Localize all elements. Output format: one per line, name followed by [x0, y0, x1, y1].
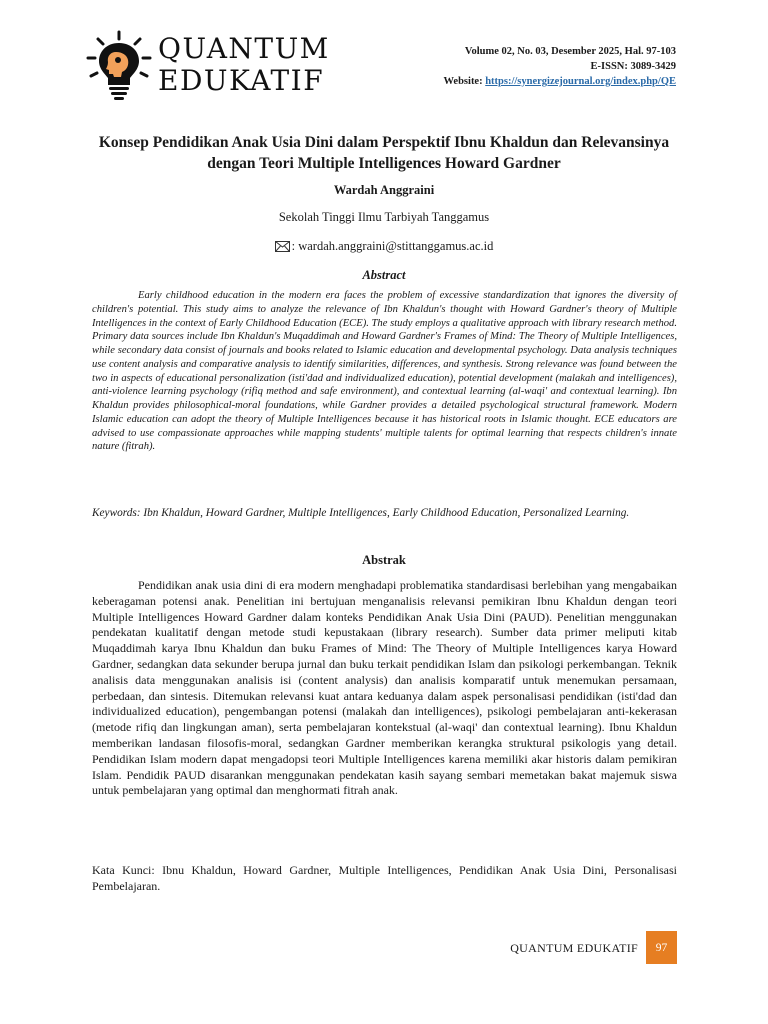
- abstrak-heading: Abstrak: [362, 553, 406, 567]
- journal-logo: [84, 30, 334, 100]
- lightbulb-head-logo-icon: [84, 30, 154, 100]
- abstrak-body: Pendidikan anak usia dini di era modern menghadapi problematika standardisasi berlebihan yang mengabaikan keberagaman potensi anak. Penelitian ini bertujuan menganalisis relevansi pemikiran Ibnu Khaldun dengan teori Multiple Intelligences Howard Gardner dalam konteks Pendidikan Anak Usia Dini (PAUD). Penelitian menggunakan pendekatan kualitatif dengan metode studi kepustakaan (library research). Sumber data primer meliputi kitab Muqaddimah karya Ibnu Khaldun dan buku Frames of Mind: The Theory of Multiple Intelligences karya Howard Gardner, sedangkan data sekunder berupa jurnal dan buku terkait pendidikan Islam dan psikologi perkembangan. Teknik analisis data menggunakan analisis isi (content analysis) dan analisis komparatif untuk menemukan persamaan, perbedaan, dan sintesis. Ditemukan relevansi kuat antara keduanya dalam aspek personalisasi pendidikan (isti'dad dan individualized education), pengembangan potensi (malakah dan intelligences), psikologi pembelajaran anti-kekerasan (metode rifiq dan lingkungan aman), serta pembelajaran kontekstual (al-waqi' dan contextual learning). Ibnu Khaldun memberikan landasan filosofis-moral, sedangkan Gardner memberikan kerangka struktural psikologis yang detail. Pendidikan Islam modern dapat mengadopsi teori Multiple Intelligences karena memiliki akar historis dalam pemikiran Islam. Pendidik PAUD disarankan menggunakan pendekatan kasih sayang sembari memetakan bakat majemuk siswa untuk pembelajaran yang optimal dan menghormati fitrah anak.: [92, 578, 677, 798]
- author-email-line: [90, 239, 678, 254]
- logo-text-line2: EDUKATIF: [158, 64, 325, 97]
- journal-meta: [444, 44, 676, 89]
- author-affiliation: Sekolah Tinggi Ilmu Tarbiyah Tanggamus: [278, 210, 490, 224]
- website-link[interactable]: https://synergizejournal.org/index.php/QE: [485, 76, 676, 87]
- author-name: Wardah Anggraini: [333, 183, 435, 197]
- website-label: Website:: [443, 76, 483, 87]
- volume-info: Volume 02, No. 03, Desember 2025, Hal. 97-103: [464, 46, 676, 57]
- logo-text-line1: QUANTUM: [158, 32, 330, 65]
- article-title: Konsep Pendidikan Anak Usia Dini dalam Perspektif Ibnu Khaldun dan Relevansinya dengan Teori Multiple Intelligences Howard Gardner: [98, 134, 670, 172]
- page-number-badge: [646, 931, 677, 964]
- page-number: 97: [655, 941, 668, 954]
- keywords-en: Keywords: Ibn Khaldun, Howard Gardner, Multiple Intelligences, Early Childhood Education, Personalized Learning.: [92, 507, 630, 519]
- footer-journal-name: QUANTUM EDUKATIF: [510, 941, 638, 955]
- abstract-heading: Abstract: [362, 268, 406, 282]
- eissn-info: E-ISSN: 3089-3429: [590, 61, 676, 72]
- website-info: [444, 74, 676, 89]
- abstract-body: Early childhood education in the modern era faces the problem of excessive standardization that ignores the diversity of children's potential. This study aims to analyze the relevance of Ibn Khaldun's thought with Howard Gardner's theory of Multiple Intelligences in the context of Early Childhood Education (ECE). The study employs a qualitative approach with library research method. Primary data sources include Ibn Khaldun's Muqaddimah and Howard Gardner's Frames of Mind: The Theory of Multiple Intelligences, while secondary data consist of journals and books related to Islamic education and developmental psychology. Data analysis techniques use content analysis and comparative analysis to identify similarities, differences, and synthesis. Strong relevance was found between the two in aspects of educational personalization (isti'dad and individualized education), potential development (malakah and intelligences), anti-violence learning psychology (rifiq method and safe environment), and contextual learning (al-waqi' and contextual learning). Ibn Khaldun provides philosophical-moral foundations, while Gardner provides a detailed psychological structural framework. Modern Islamic education can adopt the theory of Multiple Intelligences because it has historical roots in Islamic thought. ECE educators are advised to use compassionate approaches while mapping students' multiple talents for optimal learning that respects children's innate nature (fitrah).: [92, 290, 677, 453]
- keywords-id: Kata Kunci: Ibnu Khaldun, Howard Gardner, Multiple Intelligences, Pendidikan Anak Usia Dini, Personalisasi Pembelajaran.: [92, 863, 677, 893]
- author-email[interactable]: : wardah.anggraini@stittanggamus.ac.id: [291, 239, 494, 253]
- envelope-icon: [275, 241, 290, 252]
